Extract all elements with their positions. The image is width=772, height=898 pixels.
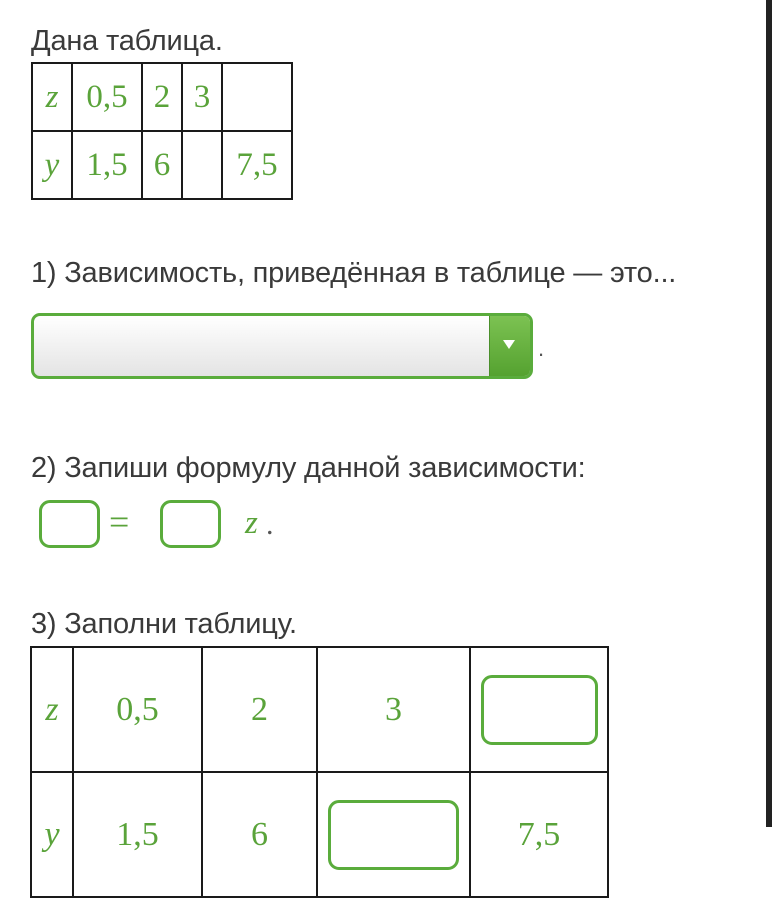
dependency-select[interactable] xyxy=(31,313,533,379)
table-cell xyxy=(222,63,292,131)
table-cell: 3 xyxy=(317,647,470,772)
table-cell xyxy=(182,131,222,199)
dropdown-button[interactable] xyxy=(489,316,530,376)
table-cell: 7,5 xyxy=(222,131,292,199)
table-cell: 0,5 xyxy=(73,647,202,772)
table-row xyxy=(32,63,292,131)
question-3-text: 3) Заполни таблицу. xyxy=(31,608,297,640)
y-value-input[interactable] xyxy=(328,800,459,870)
table-row xyxy=(31,772,608,897)
row-var-z: z xyxy=(32,63,72,131)
table-cell: 2 xyxy=(142,63,182,131)
intro-text: Дана таблица. xyxy=(31,25,223,57)
formula-coefficient-input[interactable] xyxy=(160,500,221,548)
table-cell: 6 xyxy=(142,131,182,199)
formula-period: . xyxy=(266,508,274,541)
screen-edge xyxy=(766,0,772,827)
question-2-text: 2) Запиши формулу данной зависимости: xyxy=(31,452,586,484)
table-cell: 1,5 xyxy=(72,131,142,199)
table-cell-input-wrap xyxy=(470,647,608,772)
table-cell: 0,5 xyxy=(72,63,142,131)
row-var-y: y xyxy=(32,131,72,199)
fill-table xyxy=(30,646,609,898)
table-cell: 3 xyxy=(182,63,222,131)
table-cell: 7,5 xyxy=(470,772,608,897)
row-var-y: y xyxy=(31,772,73,897)
chevron-down-icon xyxy=(503,340,515,349)
select-period: . xyxy=(538,336,545,361)
table-cell: 1,5 xyxy=(73,772,202,897)
given-table xyxy=(31,62,293,200)
z-value-input[interactable] xyxy=(481,675,598,745)
question-1-text: 1) Зависимость, приведённая в таблице — это... xyxy=(31,257,677,289)
formula-variable: z xyxy=(245,505,258,541)
table-cell: 2 xyxy=(202,647,317,772)
table-row xyxy=(32,131,292,199)
equals-sign: = xyxy=(109,502,130,542)
table-cell: 6 xyxy=(202,772,317,897)
table-row xyxy=(31,647,608,772)
table-cell-input-wrap xyxy=(317,772,470,897)
formula-left-input[interactable] xyxy=(39,500,100,548)
row-var-z: z xyxy=(31,647,73,772)
